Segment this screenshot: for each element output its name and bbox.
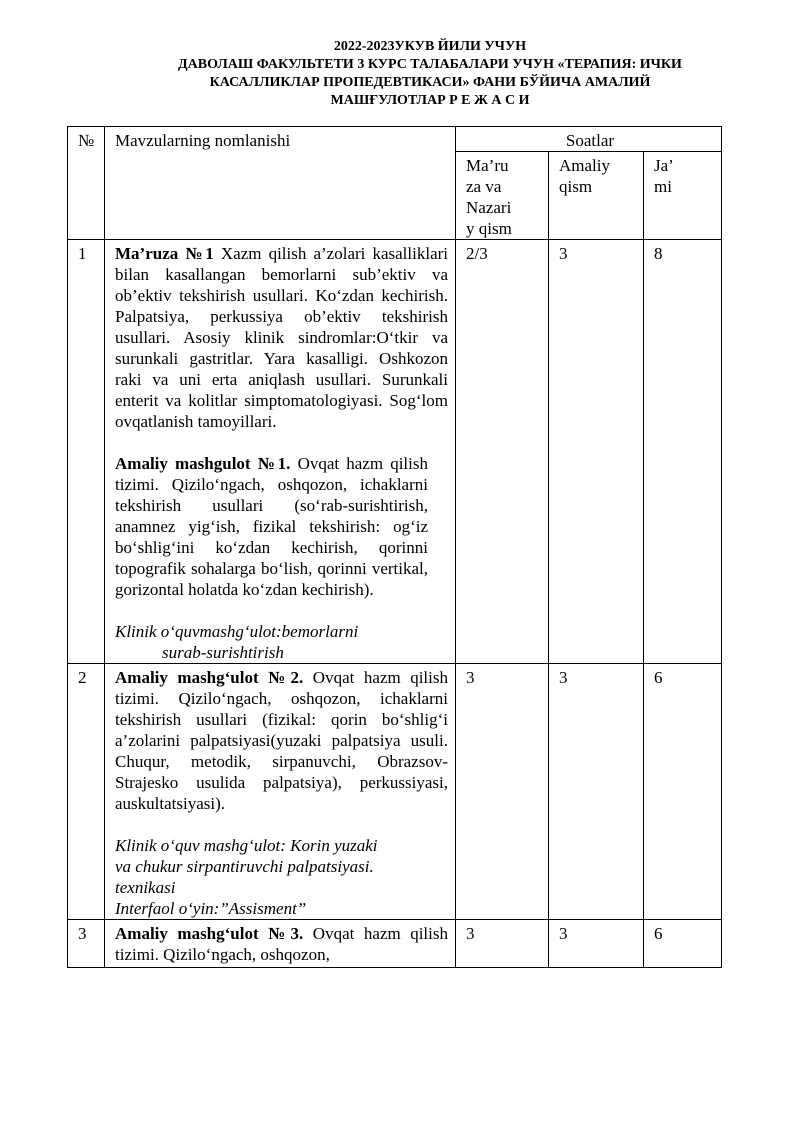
lecture-hours: 2/3 [456,240,549,664]
clinical-note-continued: surab-surishtirish [162,643,284,662]
title-line-1: 2022-2023УКУВ ЙИЛИ УЧУН [333,39,527,54]
table-row [68,920,722,968]
clinical-note-line-3: texnikasi [115,878,176,897]
title-line-2: ДАВОЛАШ ФАКУЛЬТЕТИ 3 КУРС ТАЛАБАЛАРИ УЧУН «ТЕРАПИЯ: ИЧКИ [178,57,682,72]
row-number: 2 [68,664,105,920]
practice-description: Amaliy mashg‘ulot №3. Ovqat hazm qilish tizimi. Qizilo‘ngach, oshqozon, [115,924,448,964]
topic-cell [105,664,456,920]
practice-title: Amaliy mashg‘ulot №3. [115,924,304,943]
practice-title: Amaliy mashg‘ulot №2. [115,668,304,687]
column-header-lecture-hours: Ma’ru za va Nazari y qism [456,152,549,240]
lecture-hours: 3 [456,664,549,920]
column-header-total-hours: Ja’ mi [644,152,722,240]
total-hours: 6 [644,664,722,920]
clinical-note: Klinik o‘quv mashg‘ulot: Korin yuzaki [115,836,378,855]
header-row [68,127,722,152]
column-header-number: № [68,127,105,240]
topic-cell [105,240,456,664]
schedule-table [67,126,722,968]
title-line-3: КАСАЛЛИКЛАР ПРОПЕДЕВТИКАСИ» ФАНИ БЎЙИЧА АМАЛИЙ [209,75,651,90]
practice-title: Amaliy mashgulot №1. [115,454,291,473]
lecture-description: Ma’ruza №1 Xazm qilish a’zolari kasalliklari bilan kasallangan bemorlarni sub’ektiv va ob’ektiv tekshirish usullari. Ko‘zdan kechirish. Palpatsiya, perkussiya ob’ektiv tekshirish usullari. Asosiy klinik sindromlar:O‘tkir va surunkali gastritlar. Yara kasalligi. Oshkozon raki va uni erta aniqlash usullari. Surunkali enterit va kolitlar simptomatologiyasi. Sog‘lom ovqatlanish tamoyillari. [115,244,449,431]
clinical-note-line-2: va chukur sirpantiruvchi palpatsiyasi. [115,857,374,876]
interactive-game-note: Interfaol o‘yin:”Assisment” [115,899,307,918]
lecture-title: Ma’ruza №1 [115,244,214,263]
topic-cell [105,920,456,968]
table-row [68,664,722,920]
row-number: 1 [68,240,105,664]
total-hours: 6 [644,920,722,968]
clinical-note: Klinik o‘quvmashg‘ulot:bemorlarni [115,622,359,641]
column-header-topic: Mavzularning nomlanishi [105,127,456,240]
practice-hours: 3 [549,240,644,664]
practice-hours: 3 [549,920,644,968]
lecture-hours: 3 [456,920,549,968]
title-line-4: МАШҒУЛОТЛАР Р Е Ж А С И [330,93,530,108]
practice-hours: 3 [549,664,644,920]
column-header-practice-hours: Amaliy qism [549,152,644,240]
table-row [68,240,722,664]
document-title [60,38,800,110]
row-number: 3 [68,920,105,968]
column-header-hours: Soatlar [456,127,722,152]
total-hours: 8 [644,240,722,664]
practice-description: Amaliy mashgulot №1. Ovqat hazm qilish tizimi. Qizilo‘ngach, oshqozon, ichaklarni tekshirish usullari (so‘rab-surishtirish, anamnez yig‘ish, fizikal tekshirish: og‘iz bo‘shlig‘ini ko‘zdan kechirish, qorinni topografik sohalarga bo‘lish, qorinni vertikal, gorizontal holatda ko‘zdan kechirish). [115,454,428,599]
practice-description: Amaliy mashg‘ulot №2. Ovqat hazm qilish tizimi. Qizilo‘ngach, oshqozon, ichaklarni tekshirish usullari (fizikal: qorin bo‘shlig‘i a’zolarini palpatsiyasi(yuzaki palpatsiya usuli. Chuqur, metodik, sirpanuvchi, Obrazsov-Strajesko usulida palpatsiya), perkussiyasi, auskultatsiyasi). [115,668,448,813]
